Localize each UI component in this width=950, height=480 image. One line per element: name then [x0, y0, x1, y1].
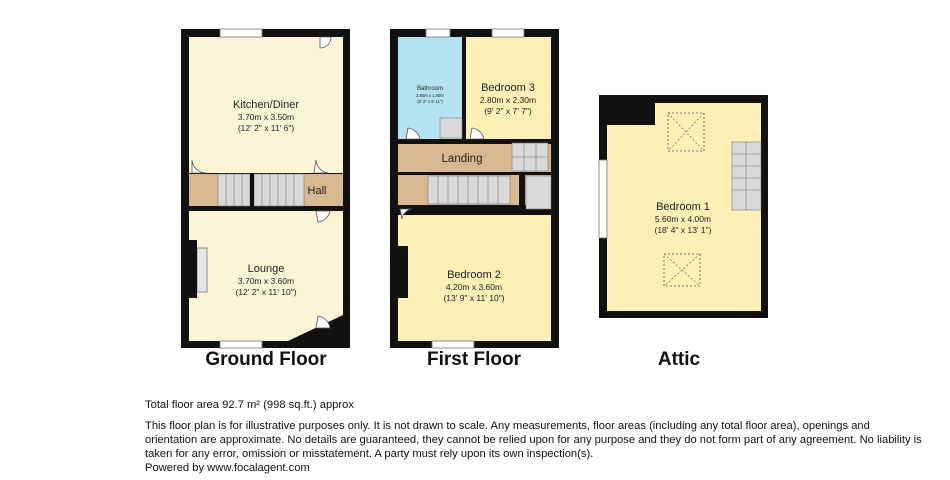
first-floor-plan — [390, 29, 559, 348]
total-floor-area: Total floor area 92.7 m² (998 sq.ft.) approx — [145, 399, 354, 411]
chimney-breast-first — [398, 246, 408, 298]
first-cupboard — [526, 176, 551, 209]
first-floor-title: First Floor — [427, 349, 521, 370]
lounge-imperial: (12' 2" x 11' 10") — [235, 287, 297, 297]
attic-window — [599, 160, 607, 238]
ground-stair-wall — [250, 174, 254, 206]
notes — [145, 398, 925, 475]
kitchen-metric: 3.70m x 3.50m — [237, 112, 295, 122]
bathroom-imperial: (9' 2" x 5' 11") — [417, 99, 443, 104]
stair-partition — [519, 174, 525, 209]
bedroom3-metric: 2.80m x 2.30m — [479, 95, 537, 105]
bathroom-window — [426, 29, 450, 37]
bedroom1-name: Bedroom 1 — [656, 201, 710, 213]
bathroom-name: Bathroom — [416, 86, 444, 92]
powered-by: Powered by www.focalagent.com — [145, 462, 310, 474]
kitchen-window — [220, 29, 262, 37]
bath-landing-wall — [398, 139, 551, 143]
lounge-name: Lounge — [247, 263, 285, 275]
attic-title: Attic — [657, 349, 701, 370]
skylight-top-icon — [668, 113, 704, 151]
disclaimer-text: This floor plan is for illustrative purposes only. It is not drawn to scale. Any measurements, floor areas (including any total floor area), openings and orientation are approximate. No details are guaranteed, they cannot be relied upon for any purpose and they do not form part of any agreement. No liability is taken for any error, omission or misstatement. A party must rely upon its own inspection(s). — [145, 420, 922, 460]
ground-floor-plan — [181, 29, 350, 348]
bath-bed3-wall — [462, 37, 466, 144]
bedroom1-imperial: (18' 4" x 13' 1") — [654, 225, 712, 235]
attic-plan — [599, 95, 768, 318]
airing-cupboard — [440, 118, 462, 138]
kitchen-name: Kitchen/Diner — [232, 99, 300, 111]
bedroom2-metric: 4.20m x 3.60m — [445, 282, 503, 292]
bedroom3-window — [492, 29, 524, 37]
lounge-metric: 3.70m x 3.60m — [237, 276, 295, 286]
kitchen-imperial: (12' 2" x 11' 6") — [237, 123, 295, 133]
chimney-breast-ground — [189, 240, 197, 298]
bedroom3-imperial: (9' 2" x 7' 7") — [484, 106, 532, 116]
bedroom2-window — [432, 341, 474, 348]
landing-wall — [398, 172, 551, 175]
landing-name: Landing — [441, 153, 483, 165]
ground-stairs-b — [254, 174, 304, 206]
bedroom2-name: Bedroom 2 — [447, 269, 501, 281]
bathroom-metric: 2.80m x 1.80m — [416, 93, 444, 98]
hall-name: Hall — [307, 185, 327, 197]
bedroom2-imperial: (13' 9" x 11' 10") — [443, 293, 505, 303]
lounge-window — [220, 341, 262, 348]
attic-chimney — [607, 103, 655, 125]
bedroom3-name: Bedroom 3 — [481, 82, 535, 94]
fireplace-ground — [197, 248, 207, 292]
skylight-bottom-icon — [664, 254, 700, 286]
bedroom1-metric: 5.60m x 4.00m — [654, 214, 712, 224]
attic-stairs — [732, 142, 761, 210]
ground-floor-title: Ground Floor — [205, 349, 327, 370]
